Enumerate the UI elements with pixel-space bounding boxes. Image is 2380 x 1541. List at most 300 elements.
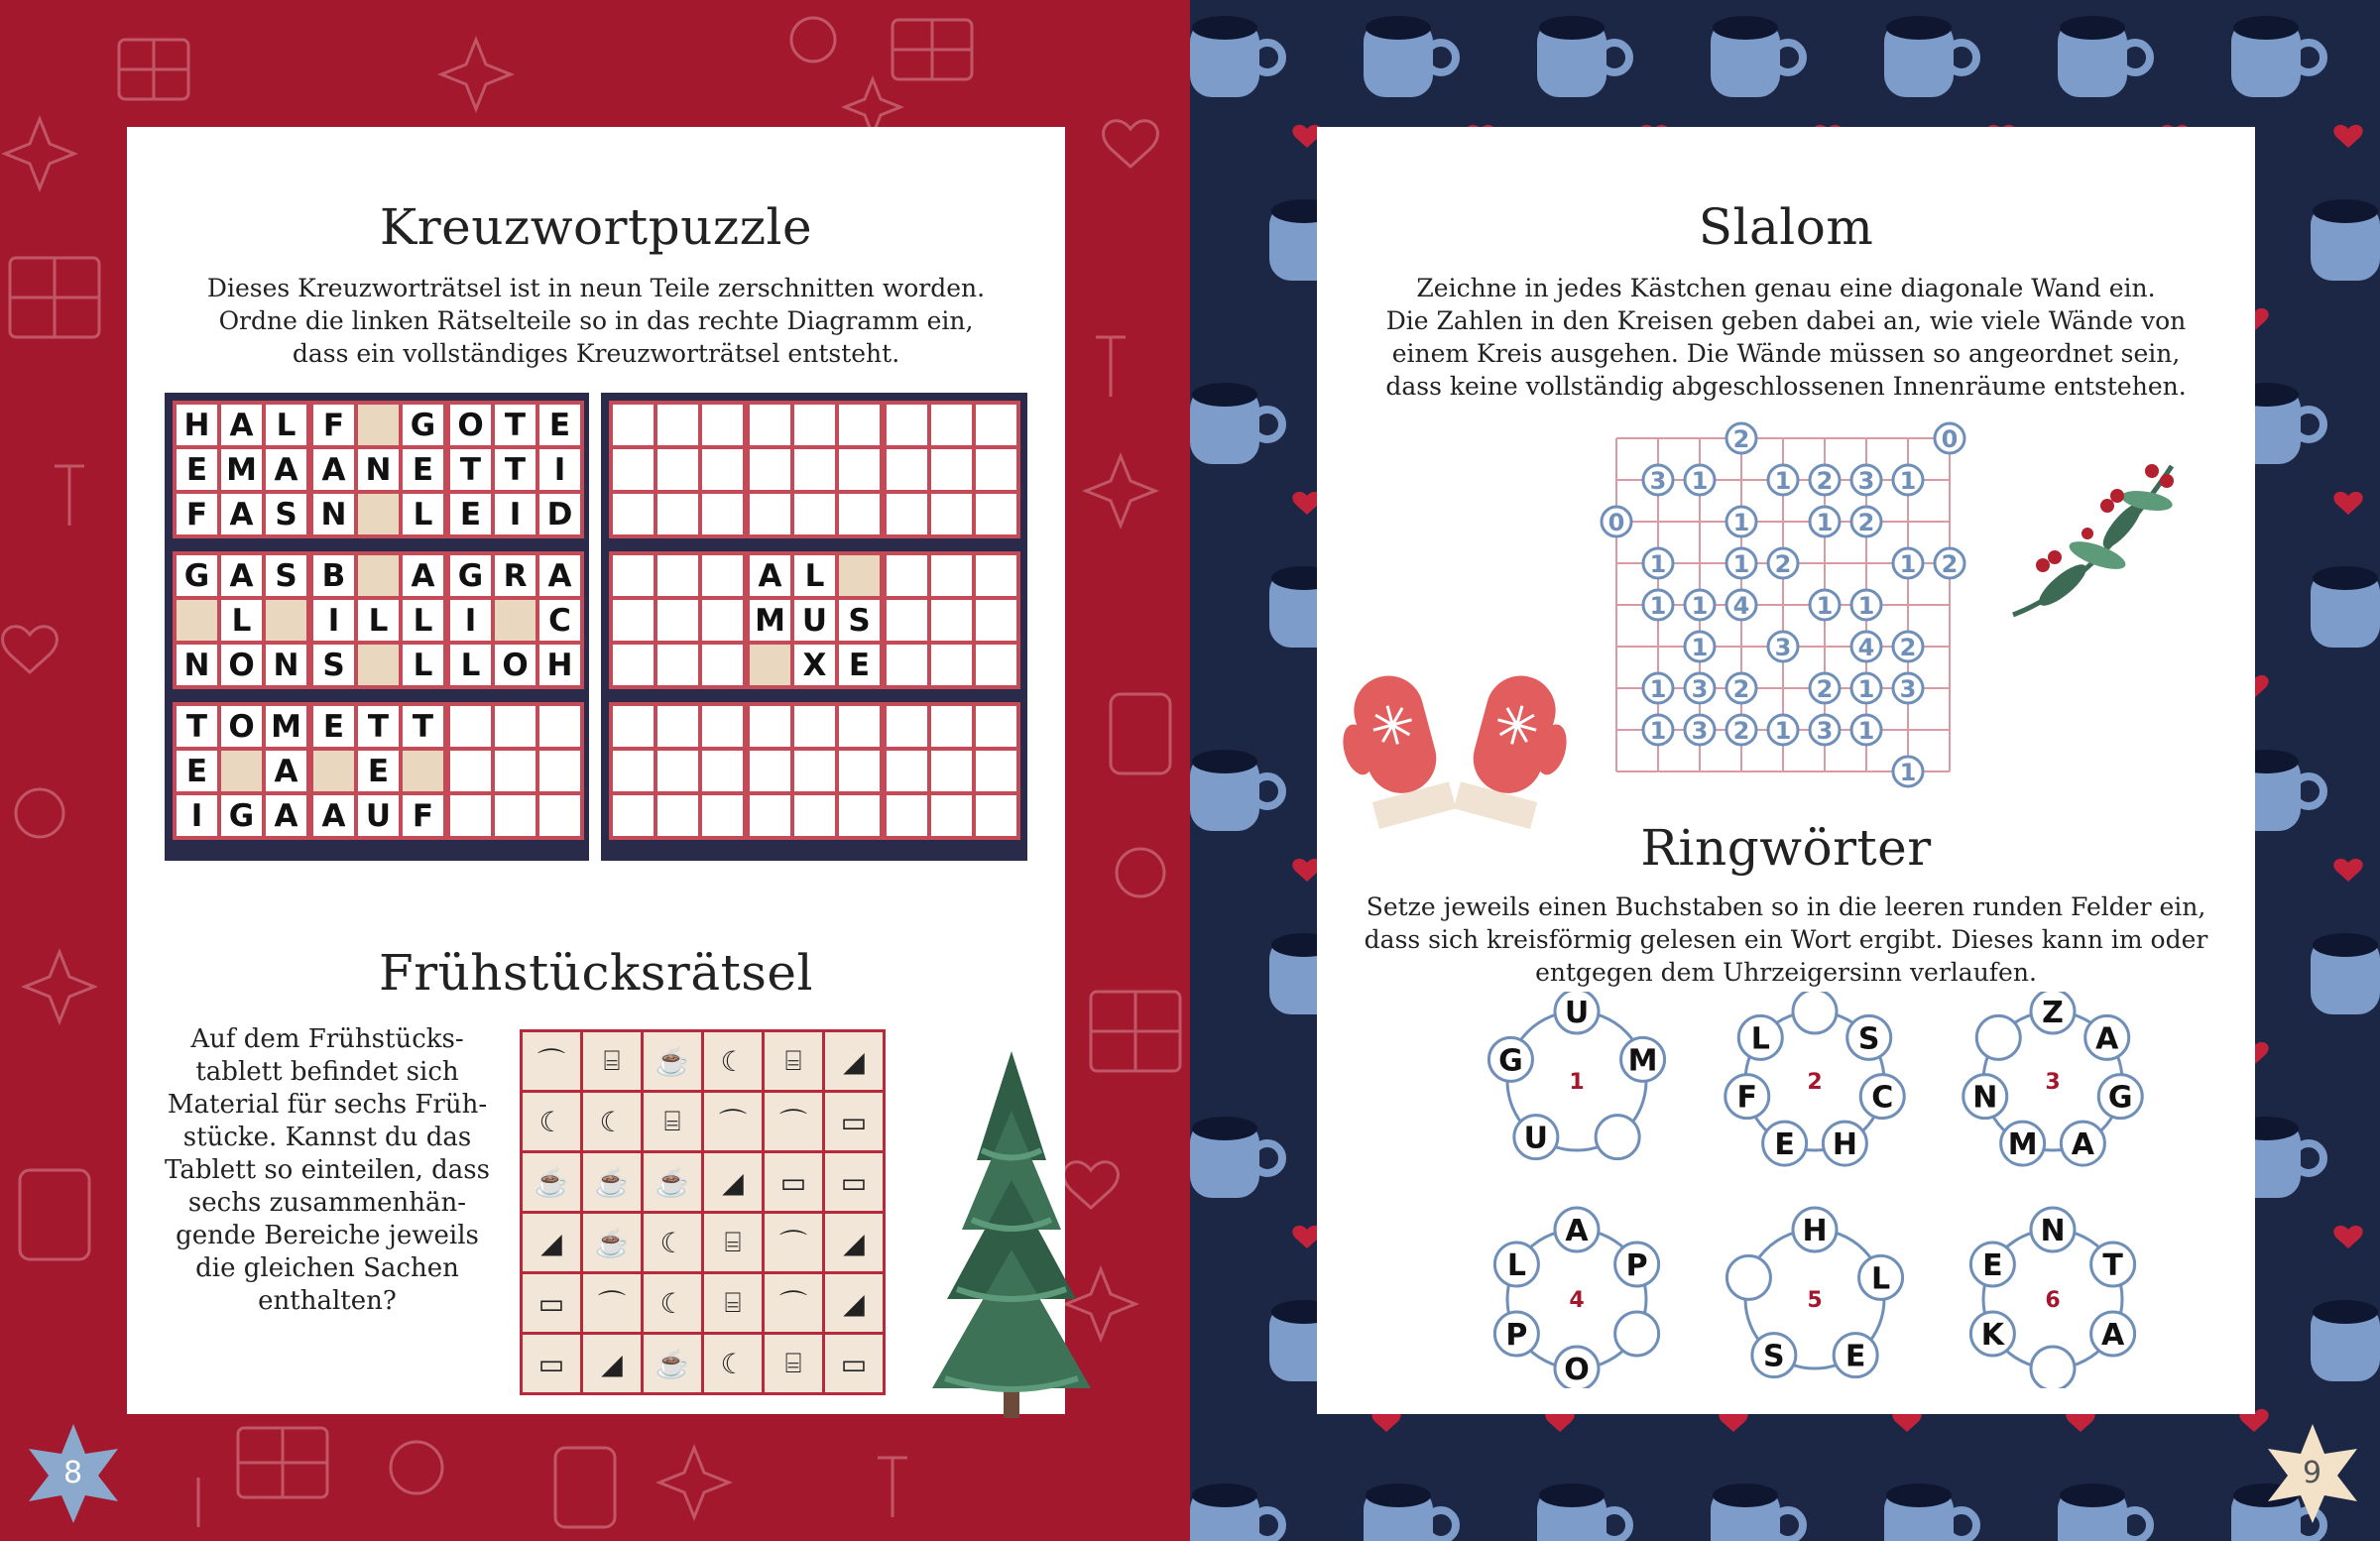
crossword-cell[interactable] xyxy=(450,795,491,836)
teapot-icon[interactable]: ☕ xyxy=(644,1153,701,1211)
crossword-cell[interactable]: T xyxy=(358,706,399,747)
crossword-cell[interactable] xyxy=(657,449,698,490)
crossword-cell[interactable] xyxy=(794,751,835,791)
ring-letter: F xyxy=(1736,1080,1758,1116)
slalom-clue-number: 3 xyxy=(1691,717,1709,745)
slalom-clue-number: 4 xyxy=(1857,634,1875,661)
ring-letter: K xyxy=(1980,1318,2005,1353)
crossword-cell[interactable]: A xyxy=(221,405,262,445)
roll-icon[interactable]: ▭ xyxy=(765,1153,822,1211)
ring-number: 5 xyxy=(1807,1288,1823,1313)
ring-letter: U xyxy=(1523,1121,1549,1156)
crossword-cell[interactable] xyxy=(657,751,698,791)
slalom-clue-number: 2 xyxy=(1816,675,1834,703)
crossword-cell[interactable] xyxy=(750,751,790,791)
roll-icon[interactable]: ▭ xyxy=(523,1335,580,1392)
crossword-cell[interactable] xyxy=(887,555,927,596)
jar-icon[interactable]: ⌸ xyxy=(765,1032,822,1090)
crossword-blocked-cell xyxy=(358,494,399,534)
slalom-clue-number: 3 xyxy=(1649,467,1667,495)
crossword-cell[interactable] xyxy=(657,494,698,534)
ring-empty-circle[interactable] xyxy=(1726,1255,1770,1299)
crossword-cell[interactable] xyxy=(702,494,743,534)
crossword-cell[interactable] xyxy=(702,706,743,747)
crossword-cell[interactable] xyxy=(839,706,880,747)
crossword-cell[interactable] xyxy=(976,405,1016,445)
jar-icon[interactable]: ⌸ xyxy=(583,1032,641,1090)
crossword-cell[interactable] xyxy=(839,751,880,791)
crossword-cell[interactable] xyxy=(794,405,835,445)
crossword-cell[interactable] xyxy=(657,600,698,641)
crossword-cell[interactable] xyxy=(931,494,972,534)
slalom-clue-number: 3 xyxy=(1691,675,1709,703)
ring-letter: A xyxy=(2071,1127,2094,1163)
teapot-icon[interactable]: ☕ xyxy=(583,1153,641,1211)
crossword-cell[interactable]: S xyxy=(313,645,354,685)
crossword-cell[interactable]: G xyxy=(177,555,217,596)
ring-number: 6 xyxy=(2045,1288,2061,1313)
crossword-cell[interactable] xyxy=(613,645,654,685)
crossword-cell[interactable]: H xyxy=(177,405,217,445)
roll-icon[interactable]: ▭ xyxy=(825,1335,883,1392)
crossword-blocked-cell xyxy=(266,600,306,641)
croissant-icon[interactable]: ☾ xyxy=(644,1274,701,1332)
crossword-cell[interactable]: C xyxy=(539,600,580,641)
jar-icon[interactable]: ⌸ xyxy=(704,1214,762,1271)
crossword-cell[interactable] xyxy=(495,795,536,836)
crossword-cell[interactable] xyxy=(657,555,698,596)
text-line: sechs zusammenhän- xyxy=(187,1188,467,1218)
slalom-clue-number: 1 xyxy=(1774,467,1792,495)
crossword-cell[interactable] xyxy=(887,645,927,685)
crossword-cell[interactable]: L xyxy=(403,645,443,685)
crossword-cell[interactable]: T xyxy=(403,706,443,747)
crossword-cell[interactable] xyxy=(702,449,743,490)
slalom-clue-number: 1 xyxy=(1732,550,1750,578)
slalom-clue-number: 2 xyxy=(1732,717,1750,745)
crossword-cell[interactable]: F xyxy=(313,405,354,445)
teapot-icon[interactable]: ☕ xyxy=(644,1032,701,1090)
crossword-cell[interactable] xyxy=(931,795,972,836)
crossword-cell[interactable] xyxy=(839,494,880,534)
crossword-block xyxy=(446,702,584,840)
slalom-clue-number: 2 xyxy=(1816,467,1834,495)
ring-letter: O xyxy=(1564,1353,1590,1387)
roll-icon[interactable]: ▭ xyxy=(825,1093,883,1150)
crossword-cell[interactable] xyxy=(613,449,654,490)
text-line: tablett befindet sich xyxy=(195,1057,459,1087)
crossword-cell[interactable]: D xyxy=(539,494,580,534)
crossword-cell[interactable] xyxy=(976,600,1016,641)
crossword-cell[interactable] xyxy=(702,751,743,791)
crossword-cell[interactable] xyxy=(794,795,835,836)
crossword-cell[interactable] xyxy=(495,751,536,791)
jar-icon[interactable]: ⌸ xyxy=(704,1274,762,1332)
crossword-cell[interactable]: F xyxy=(177,494,217,534)
crossword-cell[interactable] xyxy=(931,405,972,445)
crossword-cell[interactable] xyxy=(613,405,654,445)
crossword-cell[interactable]: A xyxy=(750,555,790,596)
crossword-cell[interactable]: I xyxy=(495,494,536,534)
crossword-cell[interactable] xyxy=(839,405,880,445)
crossword-cell[interactable] xyxy=(887,751,927,791)
intro-line: Die Zahlen in den Kreisen geben dabei an, wie viele Wände von xyxy=(1385,306,2187,335)
crossword-cell[interactable] xyxy=(750,494,790,534)
crossword-cell[interactable] xyxy=(750,405,790,445)
crossword-blocked-cell xyxy=(403,751,443,791)
crossword-cell[interactable]: M xyxy=(221,449,262,490)
mug-icon xyxy=(1364,1483,1495,1541)
crossword-cell[interactable] xyxy=(931,600,972,641)
intro-line: Setze jeweils einen Buchstaben so in die leeren runden Felder ein, xyxy=(1366,892,2206,921)
crossword-cell[interactable] xyxy=(887,795,927,836)
banana-icon[interactable]: ⌒ xyxy=(523,1032,580,1090)
crossword-cell[interactable] xyxy=(931,555,972,596)
slalom-clue-number: 2 xyxy=(1732,425,1750,453)
crossword-cell[interactable] xyxy=(657,706,698,747)
crossword-cell[interactable]: I xyxy=(177,795,217,836)
slalom-clue-number: 1 xyxy=(1691,592,1709,620)
crossword-cell[interactable] xyxy=(976,751,1016,791)
ring-number: 4 xyxy=(1569,1288,1585,1313)
crossword-cell[interactable] xyxy=(539,795,580,836)
intro-line: einem Kreis ausgehen. Die Wände müssen so angeordnet sein, xyxy=(1391,339,2181,368)
crossword-block xyxy=(173,401,310,538)
crossword-cell[interactable] xyxy=(450,706,491,747)
text-line: die gleichen Sachen xyxy=(195,1253,459,1283)
crossword-cell[interactable]: G xyxy=(403,405,443,445)
crossword-block xyxy=(609,551,747,689)
crossword-cell[interactable] xyxy=(613,795,654,836)
crossword-cell[interactable] xyxy=(702,405,743,445)
crossword-cell[interactable] xyxy=(750,449,790,490)
crossword-cell[interactable]: A xyxy=(221,494,262,534)
banana-icon[interactable]: ⌒ xyxy=(704,1093,762,1150)
ring-letter: P xyxy=(1625,1248,1648,1283)
crossword-cell[interactable]: H xyxy=(539,645,580,685)
crossword-cell[interactable] xyxy=(887,600,927,641)
crossword-cell[interactable]: S xyxy=(839,600,880,641)
crossword-cell[interactable]: A xyxy=(221,555,262,596)
croissant-icon[interactable]: ☾ xyxy=(704,1335,762,1392)
ring-letter: N xyxy=(2040,1214,2066,1248)
slalom-clue-number: 3 xyxy=(1816,717,1834,745)
mug-icon xyxy=(2058,1483,2190,1541)
crossword-cell[interactable] xyxy=(931,449,972,490)
croissant-icon[interactable]: ☾ xyxy=(644,1214,701,1271)
ring-letter: L xyxy=(1750,1021,1770,1057)
slalom-clue-number: 2 xyxy=(1774,550,1792,578)
slalom-clue-number: 1 xyxy=(1691,467,1709,495)
crossword-cell[interactable]: N xyxy=(177,645,217,685)
crossword-cell[interactable]: A xyxy=(313,449,354,490)
crossword-cell[interactable] xyxy=(976,706,1016,747)
crossword-blocked-cell xyxy=(750,645,790,685)
crossword-cell[interactable]: E xyxy=(313,706,354,747)
crossword-block xyxy=(883,551,1020,689)
crossword-cell[interactable]: E xyxy=(358,751,399,791)
ring-empty-circle[interactable] xyxy=(2031,1347,2075,1388)
crossword-cell[interactable]: L xyxy=(358,600,399,641)
ring-words-puzzles xyxy=(1458,992,2211,1388)
cake-icon[interactable]: ◢ xyxy=(523,1214,580,1271)
cake-icon[interactable]: ◢ xyxy=(825,1214,883,1271)
crossword-cell[interactable]: S xyxy=(266,555,306,596)
ring-empty-circle[interactable] xyxy=(1615,1312,1659,1356)
crossword-cell[interactable]: A xyxy=(313,795,354,836)
ring-empty-circle[interactable] xyxy=(1596,1116,1639,1159)
crossword-cell[interactable] xyxy=(976,555,1016,596)
crossword-cell[interactable] xyxy=(931,751,972,791)
ring-letter: P xyxy=(1505,1318,1528,1353)
crossword-cell[interactable]: N xyxy=(313,494,354,534)
ring-number: 1 xyxy=(1569,1070,1585,1095)
slalom-clue-number: 1 xyxy=(1857,592,1875,620)
crossword-cell[interactable] xyxy=(839,449,880,490)
banana-icon[interactable]: ⌒ xyxy=(765,1093,822,1150)
crossword-blocked-cell xyxy=(313,751,354,791)
crossword-cell[interactable] xyxy=(495,706,536,747)
crossword-cell[interactable]: T xyxy=(495,405,536,445)
crossword-cell[interactable] xyxy=(887,405,927,445)
crossword-cell[interactable] xyxy=(794,494,835,534)
ring-letter: H xyxy=(1802,1214,1828,1248)
teapot-icon[interactable]: ☕ xyxy=(523,1153,580,1211)
slalom-clue-number: 2 xyxy=(1732,675,1750,703)
crossword-cell[interactable]: L xyxy=(794,555,835,596)
slalom-intro xyxy=(1317,272,2255,403)
mug-icon xyxy=(1190,1117,1322,1248)
crossword-cell[interactable]: R xyxy=(495,555,536,596)
slalom-clue-number: 3 xyxy=(1857,467,1875,495)
crossword-block xyxy=(309,551,447,689)
crossword-cell[interactable]: E xyxy=(839,645,880,685)
crossword-cell[interactable]: E xyxy=(539,405,580,445)
slalom-clue-number: 0 xyxy=(1941,425,1959,453)
banana-icon[interactable]: ⌒ xyxy=(765,1214,822,1271)
crossword-cell[interactable]: B xyxy=(313,555,354,596)
slalom-clue-number: 3 xyxy=(1899,675,1917,703)
crossword-cell[interactable] xyxy=(450,751,491,791)
crossword-cell[interactable] xyxy=(750,795,790,836)
crossword-cell[interactable]: S xyxy=(266,494,306,534)
crossword-cell[interactable] xyxy=(794,449,835,490)
crossword-cell[interactable] xyxy=(976,449,1016,490)
crossword-block xyxy=(446,551,584,689)
christmas-tree-illustration xyxy=(927,1051,1096,1428)
banana-icon[interactable]: ⌒ xyxy=(765,1274,822,1332)
crossword-cell[interactable]: O xyxy=(221,645,262,685)
mug-icon xyxy=(2311,199,2380,331)
mug-icon xyxy=(1884,1483,2016,1541)
ring-letter: S xyxy=(1763,1339,1785,1374)
page-number-right: 9 xyxy=(2303,1456,2322,1490)
crossword-cell[interactable] xyxy=(539,706,580,747)
mug-icon xyxy=(2311,933,2380,1065)
crossword-cell[interactable]: O xyxy=(495,645,536,685)
slalom-clue-number: 1 xyxy=(1691,634,1709,661)
crossword-blocked-cell xyxy=(358,645,399,685)
crossword-cell[interactable] xyxy=(887,449,927,490)
intro-line: Zeichne in jedes Kästchen genau eine diagonale Wand ein. xyxy=(1416,274,2156,302)
crossword-cell[interactable]: I xyxy=(450,600,491,641)
crossword-cell[interactable] xyxy=(613,494,654,534)
slalom-clue-number: 1 xyxy=(1649,592,1667,620)
cake-icon[interactable]: ◢ xyxy=(825,1032,883,1090)
intro-line: Ordne die linken Rätselteile so in das rechte Diagramm ein, xyxy=(218,306,974,335)
crossword-cell[interactable] xyxy=(613,555,654,596)
ring-letter: A xyxy=(2101,1318,2125,1353)
ring-letter: G xyxy=(2107,1080,2133,1116)
roll-icon[interactable]: ▭ xyxy=(523,1274,580,1332)
crossword-cell[interactable]: T xyxy=(450,449,491,490)
intro-line: dass keine vollständig abgeschlossenen Innenräume entstehen. xyxy=(1385,372,2187,401)
mug-icon xyxy=(1190,16,1322,148)
crossword-blocked-cell xyxy=(221,751,262,791)
croissant-icon[interactable]: ☾ xyxy=(523,1093,580,1150)
crossword-cell[interactable]: O xyxy=(221,706,262,747)
slalom-clue-number: 1 xyxy=(1649,675,1667,703)
mug-icon xyxy=(1190,750,1322,882)
crossword-cell[interactable]: L xyxy=(403,600,443,641)
crossword-intro xyxy=(127,272,1065,370)
crossword-cell[interactable]: F xyxy=(403,795,443,836)
ring-letter: E xyxy=(1982,1248,2003,1283)
ring-letter: E xyxy=(1844,1339,1866,1374)
crossword-blocked-cell xyxy=(839,555,880,596)
crossword-cell[interactable] xyxy=(657,405,698,445)
crossword-block xyxy=(609,401,747,538)
ring-letter: H xyxy=(1832,1127,1857,1163)
slalom-clue-number: 2 xyxy=(1941,550,1959,578)
ring-letter: E xyxy=(1774,1127,1795,1163)
crossword-cell[interactable] xyxy=(702,555,743,596)
crossword-cell[interactable] xyxy=(976,795,1016,836)
crossword-cell[interactable]: L xyxy=(221,600,262,641)
crossword-cell[interactable]: T xyxy=(495,449,536,490)
crossword-cell[interactable]: L xyxy=(266,405,306,445)
crossword-cell[interactable] xyxy=(931,706,972,747)
slalom-clue-number: 1 xyxy=(1857,675,1875,703)
crossword-block xyxy=(309,702,447,840)
crossword-cell[interactable]: U xyxy=(794,600,835,641)
crossword-cell[interactable] xyxy=(976,645,1016,685)
ring-letter: L xyxy=(1871,1261,1891,1297)
crossword-cell[interactable]: E xyxy=(177,751,217,791)
crossword-cell[interactable]: A xyxy=(539,555,580,596)
ring-letter: A xyxy=(1565,1214,1589,1248)
text-line: Auf dem Frühstücks- xyxy=(190,1024,464,1054)
crossword-cell[interactable]: L xyxy=(403,494,443,534)
mug-icon xyxy=(1190,1483,1322,1541)
intro-line: dass ein vollständiges Kreuzworträtsel entsteht. xyxy=(292,339,900,368)
crossword-cell[interactable] xyxy=(931,645,972,685)
ring-letter: M xyxy=(2007,1127,2038,1163)
slalom-clue-number: 1 xyxy=(1899,759,1917,786)
crossword-cell[interactable]: I xyxy=(313,600,354,641)
slalom-clue-number: 1 xyxy=(1899,550,1917,578)
cake-icon[interactable]: ◢ xyxy=(825,1274,883,1332)
cake-icon[interactable]: ◢ xyxy=(704,1153,762,1211)
roll-icon[interactable]: ▭ xyxy=(825,1153,883,1211)
mug-icon xyxy=(2311,566,2380,698)
jar-icon[interactable]: ⌸ xyxy=(644,1093,701,1150)
crossword-cell[interactable]: N xyxy=(266,645,306,685)
crossword-cell[interactable] xyxy=(613,600,654,641)
crossword-cell[interactable]: M xyxy=(266,706,306,747)
banana-icon[interactable]: ⌒ xyxy=(583,1274,641,1332)
crossword-cell[interactable]: A xyxy=(266,751,306,791)
slalom-clue-number: 2 xyxy=(1899,634,1917,661)
crossword-cell[interactable] xyxy=(657,795,698,836)
teapot-icon[interactable]: ☕ xyxy=(644,1335,701,1392)
crossword-cell[interactable]: A xyxy=(403,555,443,596)
slalom-clue-number: 4 xyxy=(1732,592,1750,620)
ring-number: 3 xyxy=(2045,1070,2061,1095)
crossword-cell[interactable]: N xyxy=(358,449,399,490)
teapot-icon[interactable]: ☕ xyxy=(583,1214,641,1271)
crossword-cell[interactable]: A xyxy=(266,449,306,490)
crossword-cell[interactable]: I xyxy=(539,449,580,490)
crossword-cell[interactable]: U xyxy=(358,795,399,836)
crossword-cell[interactable] xyxy=(702,645,743,685)
breakfast-text xyxy=(159,1023,496,1318)
crossword-cell[interactable]: X xyxy=(794,645,835,685)
crossword-cell[interactable] xyxy=(887,494,927,534)
croissant-icon[interactable]: ☾ xyxy=(704,1032,762,1090)
crossword-cell[interactable] xyxy=(613,751,654,791)
crossword-block xyxy=(173,702,310,840)
intro-line: Dieses Kreuzworträtsel ist in neun Teile zerschnitten worden. xyxy=(206,274,986,302)
jar-icon[interactable]: ⌸ xyxy=(765,1335,822,1392)
crossword-cell[interactable] xyxy=(702,600,743,641)
cake-icon[interactable]: ◢ xyxy=(583,1335,641,1392)
crossword-cell[interactable]: A xyxy=(266,795,306,836)
ring-empty-circle[interactable] xyxy=(1793,992,1837,1033)
crossword-cell[interactable]: L xyxy=(450,645,491,685)
slalom-clue-number: 1 xyxy=(1649,717,1667,745)
croissant-icon[interactable]: ☾ xyxy=(583,1093,641,1150)
crossword-cell[interactable] xyxy=(613,706,654,747)
crossword-cell[interactable]: E xyxy=(450,494,491,534)
breakfast-title: Frühstücksrätsel xyxy=(379,944,813,1002)
crossword-cell[interactable] xyxy=(702,795,743,836)
crossword-cell[interactable]: G xyxy=(450,555,491,596)
crossword-cell[interactable] xyxy=(539,751,580,791)
crossword-cell[interactable]: O xyxy=(450,405,491,445)
text-line: stücke. Kannst du das xyxy=(182,1123,472,1152)
crossword-cell[interactable] xyxy=(887,706,927,747)
mug-icon xyxy=(1711,1483,1843,1541)
crossword-cell[interactable]: T xyxy=(177,706,217,747)
crossword-blocked-cell xyxy=(358,555,399,596)
crossword-cell[interactable] xyxy=(750,706,790,747)
intro-line: entgegen dem Uhrzeigersinn verlaufen. xyxy=(1535,958,2037,987)
crossword-cell[interactable] xyxy=(976,494,1016,534)
ring-empty-circle[interactable] xyxy=(1976,1015,2020,1059)
crossword-cell[interactable] xyxy=(839,795,880,836)
crossword-cell[interactable] xyxy=(794,706,835,747)
ring-letter: N xyxy=(1972,1080,1998,1116)
crossword-cell[interactable]: E xyxy=(177,449,217,490)
crossword-cell[interactable]: M xyxy=(750,600,790,641)
ring-letter: Z xyxy=(2042,996,2064,1030)
crossword-cell[interactable] xyxy=(657,645,698,685)
crossword-cell[interactable]: G xyxy=(221,795,262,836)
ring-letter: T xyxy=(2102,1248,2123,1283)
page-number-left: 8 xyxy=(63,1456,83,1490)
crossword-cell[interactable]: E xyxy=(403,449,443,490)
